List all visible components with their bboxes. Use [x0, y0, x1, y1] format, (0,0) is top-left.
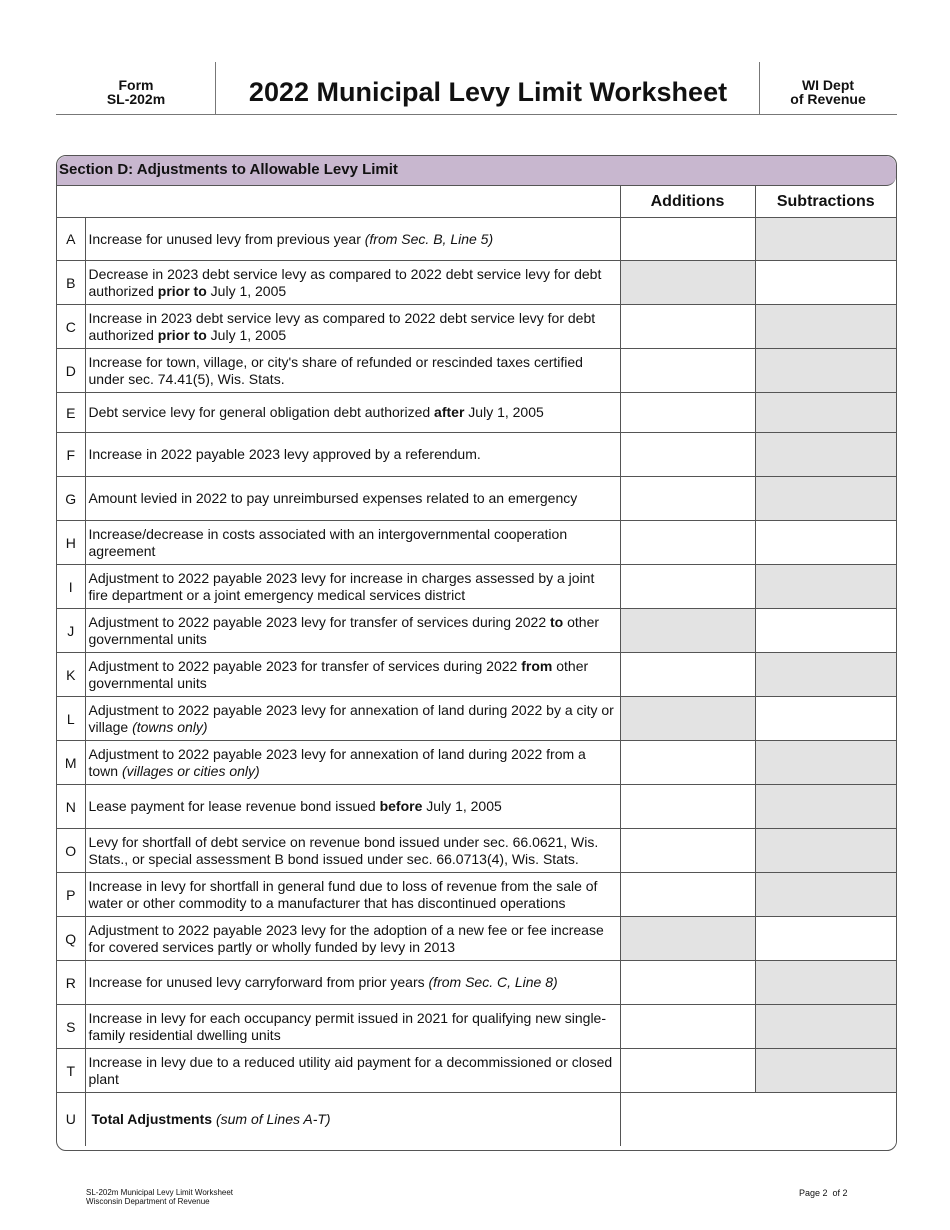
- line-description: Increase for unused levy from previous year (from Sec. B, Line 5): [85, 218, 620, 261]
- line-h: [57, 521, 896, 565]
- subtractions-cell-d-disabled: [755, 349, 896, 393]
- page-number: Page 2 of 2: [799, 1188, 848, 1198]
- line-e: [57, 393, 896, 433]
- additions-input-d[interactable]: [620, 349, 755, 393]
- line-description: Increase/decrease in costs associated with an intergovernmental cooperation agreement: [85, 521, 620, 565]
- line-description: Increase for unused levy carryforward from prior years (from Sec. C, Line 8): [85, 961, 620, 1005]
- subtractions-cell-c-disabled: [755, 305, 896, 349]
- additions-input-e[interactable]: [620, 393, 755, 433]
- line-b: [57, 261, 896, 305]
- line-letter: J: [57, 609, 85, 653]
- line-d: [57, 349, 896, 393]
- additions-input-h[interactable]: [620, 521, 755, 565]
- subtractions-cell-p-disabled: [755, 873, 896, 917]
- line-letter: L: [57, 697, 85, 741]
- additions-input-t[interactable]: [620, 1049, 755, 1093]
- line-k: [57, 653, 896, 697]
- subtractions-cell-f-disabled: [755, 433, 896, 477]
- additions-input-o[interactable]: [620, 829, 755, 873]
- line-t: [57, 1049, 896, 1093]
- line-letter: M: [57, 741, 85, 785]
- line-description: Levy for shortfall of debt service on revenue bond issued under sec. 66.0621, Wis. Stats., or special assessment B bond issued under sec. 66.0713(4), Wis. Stats.: [85, 829, 620, 873]
- subtractions-input-b[interactable]: [755, 261, 896, 305]
- line-letter: E: [57, 393, 85, 433]
- line-letter: O: [57, 829, 85, 873]
- section-d: [56, 155, 897, 1151]
- section-title: Section D: Adjustments to Allowable Levy Limit: [57, 156, 896, 186]
- line-description: Increase in 2023 debt service levy as compared to 2022 debt service levy for debt authorized prior to July 1, 2005: [85, 305, 620, 349]
- subtractions-cell-r-disabled: [755, 961, 896, 1005]
- additions-input-g[interactable]: [620, 477, 755, 521]
- footer-line-1: SL-202m Municipal Levy Limit Worksheet: [86, 1188, 234, 1197]
- subtractions-cell-a-disabled: [755, 218, 896, 261]
- line-q: [57, 917, 896, 961]
- line-letter: N: [57, 785, 85, 829]
- line-j: [57, 609, 896, 653]
- total-adjustments-input[interactable]: [620, 1093, 896, 1146]
- additions-input-s[interactable]: [620, 1005, 755, 1049]
- line-g: [57, 477, 896, 521]
- dept-line-2: of Revenue: [790, 91, 866, 107]
- form-label: Form: [118, 77, 154, 93]
- line-description: Increase for town, village, or city's share of refunded or rescinded taxes certified under sec. 74.41(5), Wis. Stats.: [85, 349, 620, 393]
- line-description: Adjustment to 2022 payable 2023 levy for annexation of land during 2022 from a town (villages or cities only): [85, 741, 620, 785]
- page-title: 2022 Municipal Levy Limit Worksheet: [248, 77, 728, 107]
- line-letter: T: [57, 1049, 85, 1093]
- subtractions-input-h[interactable]: [755, 521, 896, 565]
- line-description: Increase in 2022 payable 2023 levy approved by a referendum.: [85, 433, 620, 477]
- additions-cell-b-disabled: [620, 261, 755, 305]
- line-letter: C: [57, 305, 85, 349]
- subtractions-cell-k-disabled: [755, 653, 896, 697]
- total-label: Total Adjustments (sum of Lines A-T): [85, 1093, 620, 1146]
- table-header-row: [57, 186, 896, 218]
- line-letter: P: [57, 873, 85, 917]
- additions-input-m[interactable]: [620, 741, 755, 785]
- line-l: [57, 697, 896, 741]
- department-label: [760, 78, 896, 106]
- line-description: Increase in levy for shortfall in general fund due to loss of revenue from the sale of water or other commodity to a manufacturer that has discontinued operations: [85, 873, 620, 917]
- line-letter: Q: [57, 917, 85, 961]
- line-m: [57, 741, 896, 785]
- additions-input-a[interactable]: [620, 218, 755, 261]
- additions-input-r[interactable]: [620, 961, 755, 1005]
- line-r: [57, 961, 896, 1005]
- line-description: Increase in levy due to a reduced utility aid payment for a decommissioned or closed plant: [85, 1049, 620, 1093]
- column-header-subtractions: Subtractions: [755, 186, 896, 218]
- additions-cell-l-disabled: [620, 697, 755, 741]
- line-letter: I: [57, 565, 85, 609]
- line-letter: D: [57, 349, 85, 393]
- subtractions-input-j[interactable]: [755, 609, 896, 653]
- line-o: [57, 829, 896, 873]
- line-i: [57, 565, 896, 609]
- line-letter: F: [57, 433, 85, 477]
- line-description: Adjustment to 2022 payable 2023 for transfer of services during 2022 from other governmental units: [85, 653, 620, 697]
- subtractions-cell-g-disabled: [755, 477, 896, 521]
- line-a: [57, 218, 896, 261]
- subtractions-cell-n-disabled: [755, 785, 896, 829]
- line-letter: R: [57, 961, 85, 1005]
- line-description: Adjustment to 2022 payable 2023 levy for increase in charges assessed by a joint fire department or a joint emergency medical services district: [85, 565, 620, 609]
- additions-input-p[interactable]: [620, 873, 755, 917]
- line-letter: K: [57, 653, 85, 697]
- line-letter: G: [57, 477, 85, 521]
- additions-cell-j-disabled: [620, 609, 755, 653]
- line-letter: H: [57, 521, 85, 565]
- subtractions-cell-o-disabled: [755, 829, 896, 873]
- line-u-total: [57, 1093, 896, 1146]
- line-description: Debt service levy for general obligation debt authorized after July 1, 2005: [85, 393, 620, 433]
- line-description: Amount levied in 2022 to pay unreimbursed expenses related to an emergency: [85, 477, 620, 521]
- line-description: Adjustment to 2022 payable 2023 levy for the adoption of a new fee or fee increase for covered services partly or wholly funded by levy in 2013: [85, 917, 620, 961]
- line-description: Adjustment to 2022 payable 2023 levy for annexation of land during 2022 by a city or village (towns only): [85, 697, 620, 741]
- additions-input-k[interactable]: [620, 653, 755, 697]
- line-description: Increase in levy for each occupancy permit issued in 2021 for qualifying new single-family residential dwelling units: [85, 1005, 620, 1049]
- line-letter: S: [57, 1005, 85, 1049]
- header-blank: [57, 186, 620, 218]
- subtractions-cell-s-disabled: [755, 1005, 896, 1049]
- line-s: [57, 1005, 896, 1049]
- additions-input-i[interactable]: [620, 565, 755, 609]
- additions-cell-q-disabled: [620, 917, 755, 961]
- line-n: [57, 785, 896, 829]
- subtractions-cell-e-disabled: [755, 393, 896, 433]
- dept-line-1: WI Dept: [801, 77, 855, 93]
- subtractions-input-l[interactable]: [755, 697, 896, 741]
- line-description: Decrease in 2023 debt service levy as compared to 2022 debt service levy for debt authorized prior to July 1, 2005: [85, 261, 620, 305]
- subtractions-cell-t-disabled: [755, 1049, 896, 1093]
- line-p: [57, 873, 896, 917]
- form-number: SL-202m: [106, 91, 166, 107]
- line-letter: B: [57, 261, 85, 305]
- line-description: Adjustment to 2022 payable 2023 levy for transfer of services during 2022 to other governmental units: [85, 609, 620, 653]
- adjustments-table: [57, 186, 896, 1146]
- form-id: [56, 78, 216, 106]
- footer-form-info: [86, 1188, 233, 1206]
- line-description: Lease payment for lease revenue bond issued before July 1, 2005: [85, 785, 620, 829]
- column-header-additions: Additions: [620, 186, 755, 218]
- additions-input-n[interactable]: [620, 785, 755, 829]
- subtractions-cell-i-disabled: [755, 565, 896, 609]
- line-letter: U: [57, 1093, 85, 1146]
- additions-input-f[interactable]: [620, 433, 755, 477]
- subtractions-input-q[interactable]: [755, 917, 896, 961]
- subtractions-cell-m-disabled: [755, 741, 896, 785]
- additions-input-c[interactable]: [620, 305, 755, 349]
- line-c: [57, 305, 896, 349]
- header-rule: [56, 114, 897, 115]
- line-f: [57, 433, 896, 477]
- footer-line-2: Wisconsin Department of Revenue: [86, 1197, 210, 1206]
- line-letter: A: [57, 218, 85, 261]
